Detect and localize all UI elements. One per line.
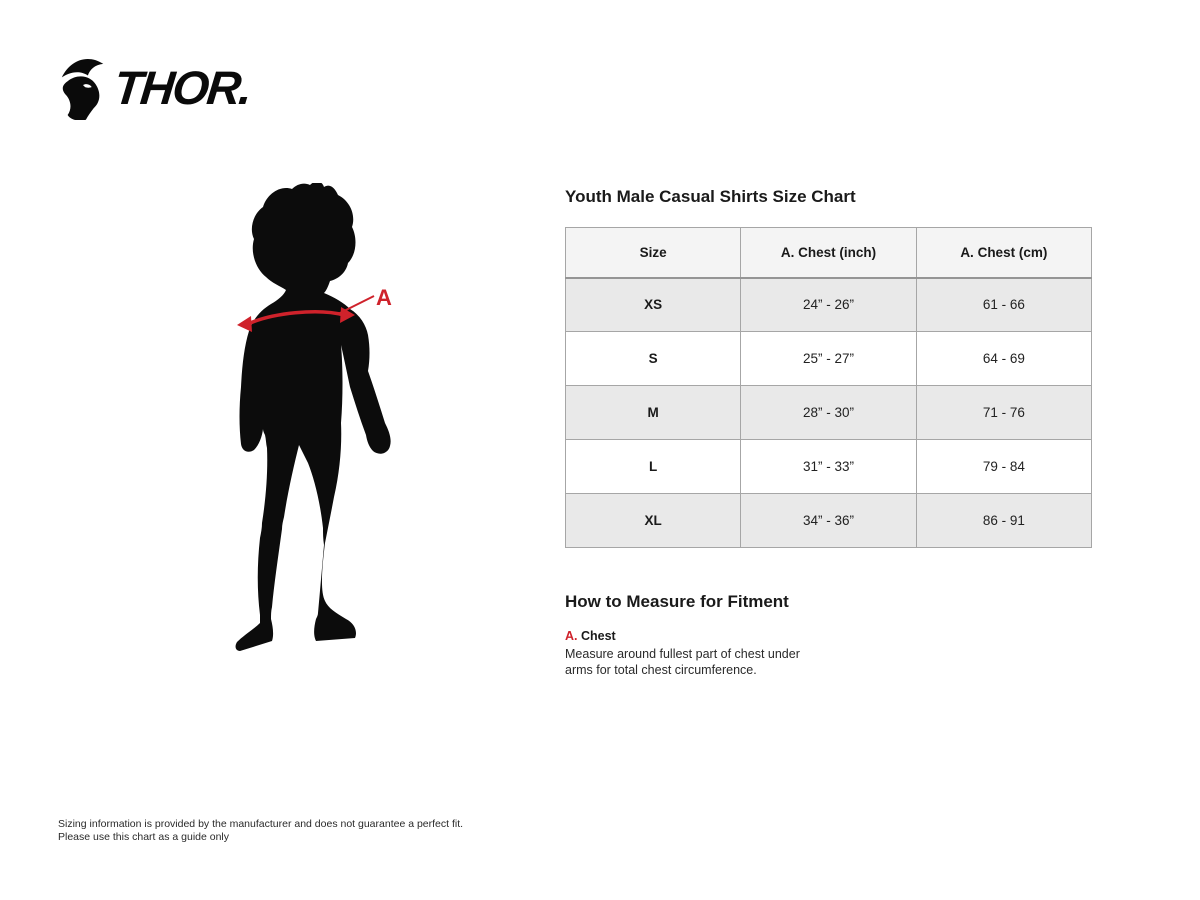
measure-item-chest: [565, 629, 1092, 678]
size-figure: [228, 183, 432, 705]
child-silhouette: [236, 183, 391, 651]
how-to-measure-heading: How to Measure for Fitment: [565, 592, 789, 611]
chest-cm-value: 86 - 91: [916, 494, 1091, 548]
how-to-measure-section: [565, 591, 1092, 678]
chest-cm-value: 79 - 84: [916, 440, 1091, 494]
sizing-disclaimer: [58, 818, 463, 843]
chest-inch-value: 28” - 30”: [741, 386, 916, 440]
disclaimer-line-1: Sizing information is provided by the manufacturer and does not guarantee a perfect fit.: [58, 818, 464, 830]
table-row-l: [566, 440, 1092, 494]
size-chart-section: [565, 186, 1092, 678]
chest-cm-value: 61 - 66: [916, 278, 1091, 332]
chest-inch-value: 31” - 33”: [741, 440, 916, 494]
chest-cm-value: 71 - 76: [916, 386, 1091, 440]
measure-body-part: Chest: [580, 629, 616, 643]
chest-measure-label: A: [376, 285, 392, 310]
measure-item-description: Measure around fullest part of chest under arms for total chest circumference.: [565, 647, 800, 677]
size-chart-table: [565, 227, 1092, 548]
chest-cm-value: 64 - 69: [916, 332, 1091, 386]
disclaimer-line-2: Please use this chart as a guide only: [58, 830, 230, 843]
col-header-chest-inch: A. Chest (inch): [741, 228, 916, 278]
size-value: XL: [566, 494, 741, 548]
size-value: L: [566, 440, 741, 494]
thor-logo: [58, 56, 254, 120]
size-value: M: [566, 386, 741, 440]
thor-wordmark: THOR.: [111, 61, 254, 114]
chest-inch-value: 25” - 27”: [741, 332, 916, 386]
table-header-row: [566, 228, 1092, 278]
measure-key-letter: A.: [565, 629, 578, 643]
table-row-xs: [566, 278, 1092, 332]
size-value: XS: [566, 278, 741, 332]
col-header-size: Size: [566, 228, 741, 278]
child-silhouette-graphic: [228, 183, 432, 705]
chest-inch-value: 34” - 36”: [741, 494, 916, 548]
arc-arrowhead-left: [237, 316, 252, 332]
thor-goat-icon: [58, 56, 110, 120]
size-value: S: [566, 332, 741, 386]
chest-inch-value: 24” - 26”: [741, 278, 916, 332]
measure-item-label: [565, 629, 1092, 643]
col-header-chest-cm: A. Chest (cm): [916, 228, 1091, 278]
size-chart-title: Youth Male Casual Shirts Size Chart: [565, 187, 856, 206]
table-row-m: [566, 386, 1092, 440]
table-row-xl: [566, 494, 1092, 548]
table-row-s: [566, 332, 1092, 386]
